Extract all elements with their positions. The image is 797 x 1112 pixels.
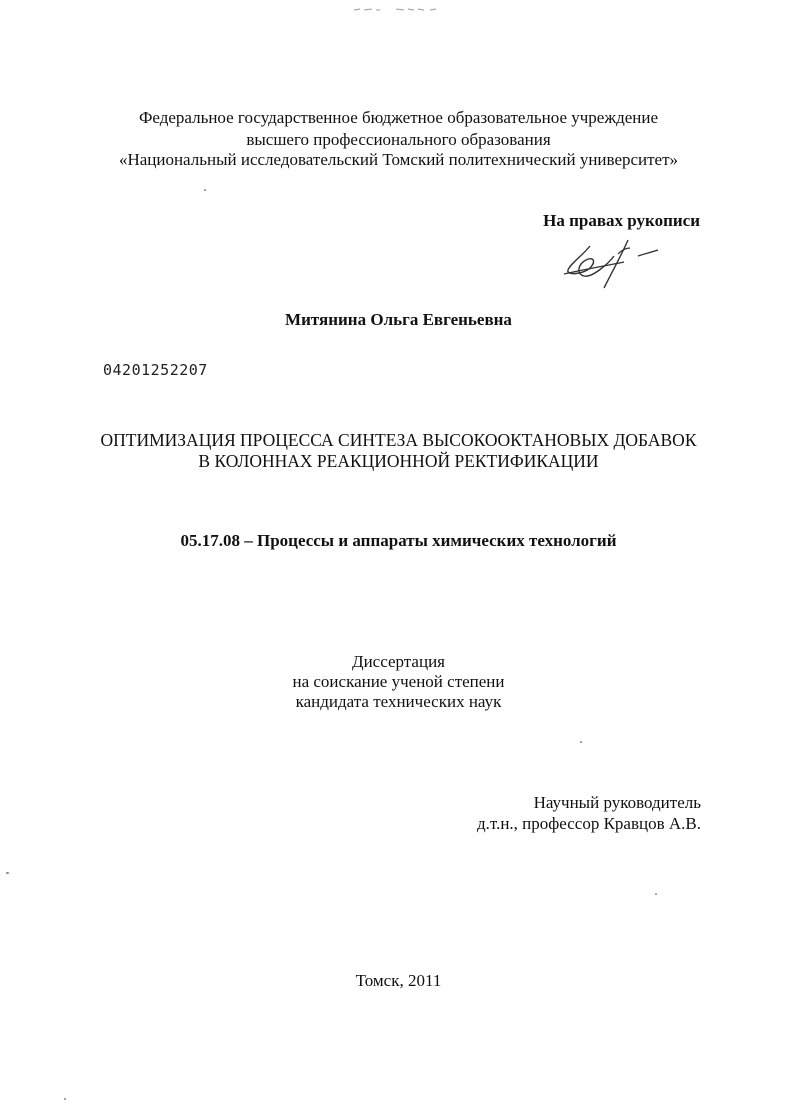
scan-speck [204,189,206,191]
catalog-number: 04201252207 [103,361,208,379]
scan-speck [6,872,9,874]
place-year: Томск, 2011 [355,971,442,990]
title-line-2: В КОЛОННАХ РЕАКЦИОННОЙ РЕКТИФИКАЦИИ [198,451,599,471]
institution-line-3: «Национальный исследовательский Томский политехнический университет» [118,150,679,169]
scan-speck [655,893,657,895]
title-line-1: ОПТИМИЗАЦИЯ ПРОЦЕССА СИНТЕЗА ВЫСОКООКТАНОВЫХ ДОБАВОК [100,430,697,450]
institution-line-1: Федеральное государственное бюджетное образовательное учреждение [138,108,659,127]
degree-line-3: кандидата технических наук [295,692,502,711]
supervisor-name: д.т.н., профессор Кравцов А.В. [477,814,701,833]
author-name: Митянина Ольга Евгеньевна [285,310,512,329]
manuscript-note: На правах рукописи [543,211,700,230]
degree-line-2: на соискание ученой степени [292,672,505,691]
specialty: 05.17.08 – Процессы и аппараты химических технологий [180,531,617,550]
scan-speck [64,1098,66,1100]
scan-noise [352,6,448,12]
institution-line-2: высшего профессионального образования [246,130,551,149]
scan-speck [580,741,582,743]
supervisor-title: Научный руководитель [533,793,701,812]
signature [560,234,670,294]
degree-line-1: Диссертация [351,652,445,671]
